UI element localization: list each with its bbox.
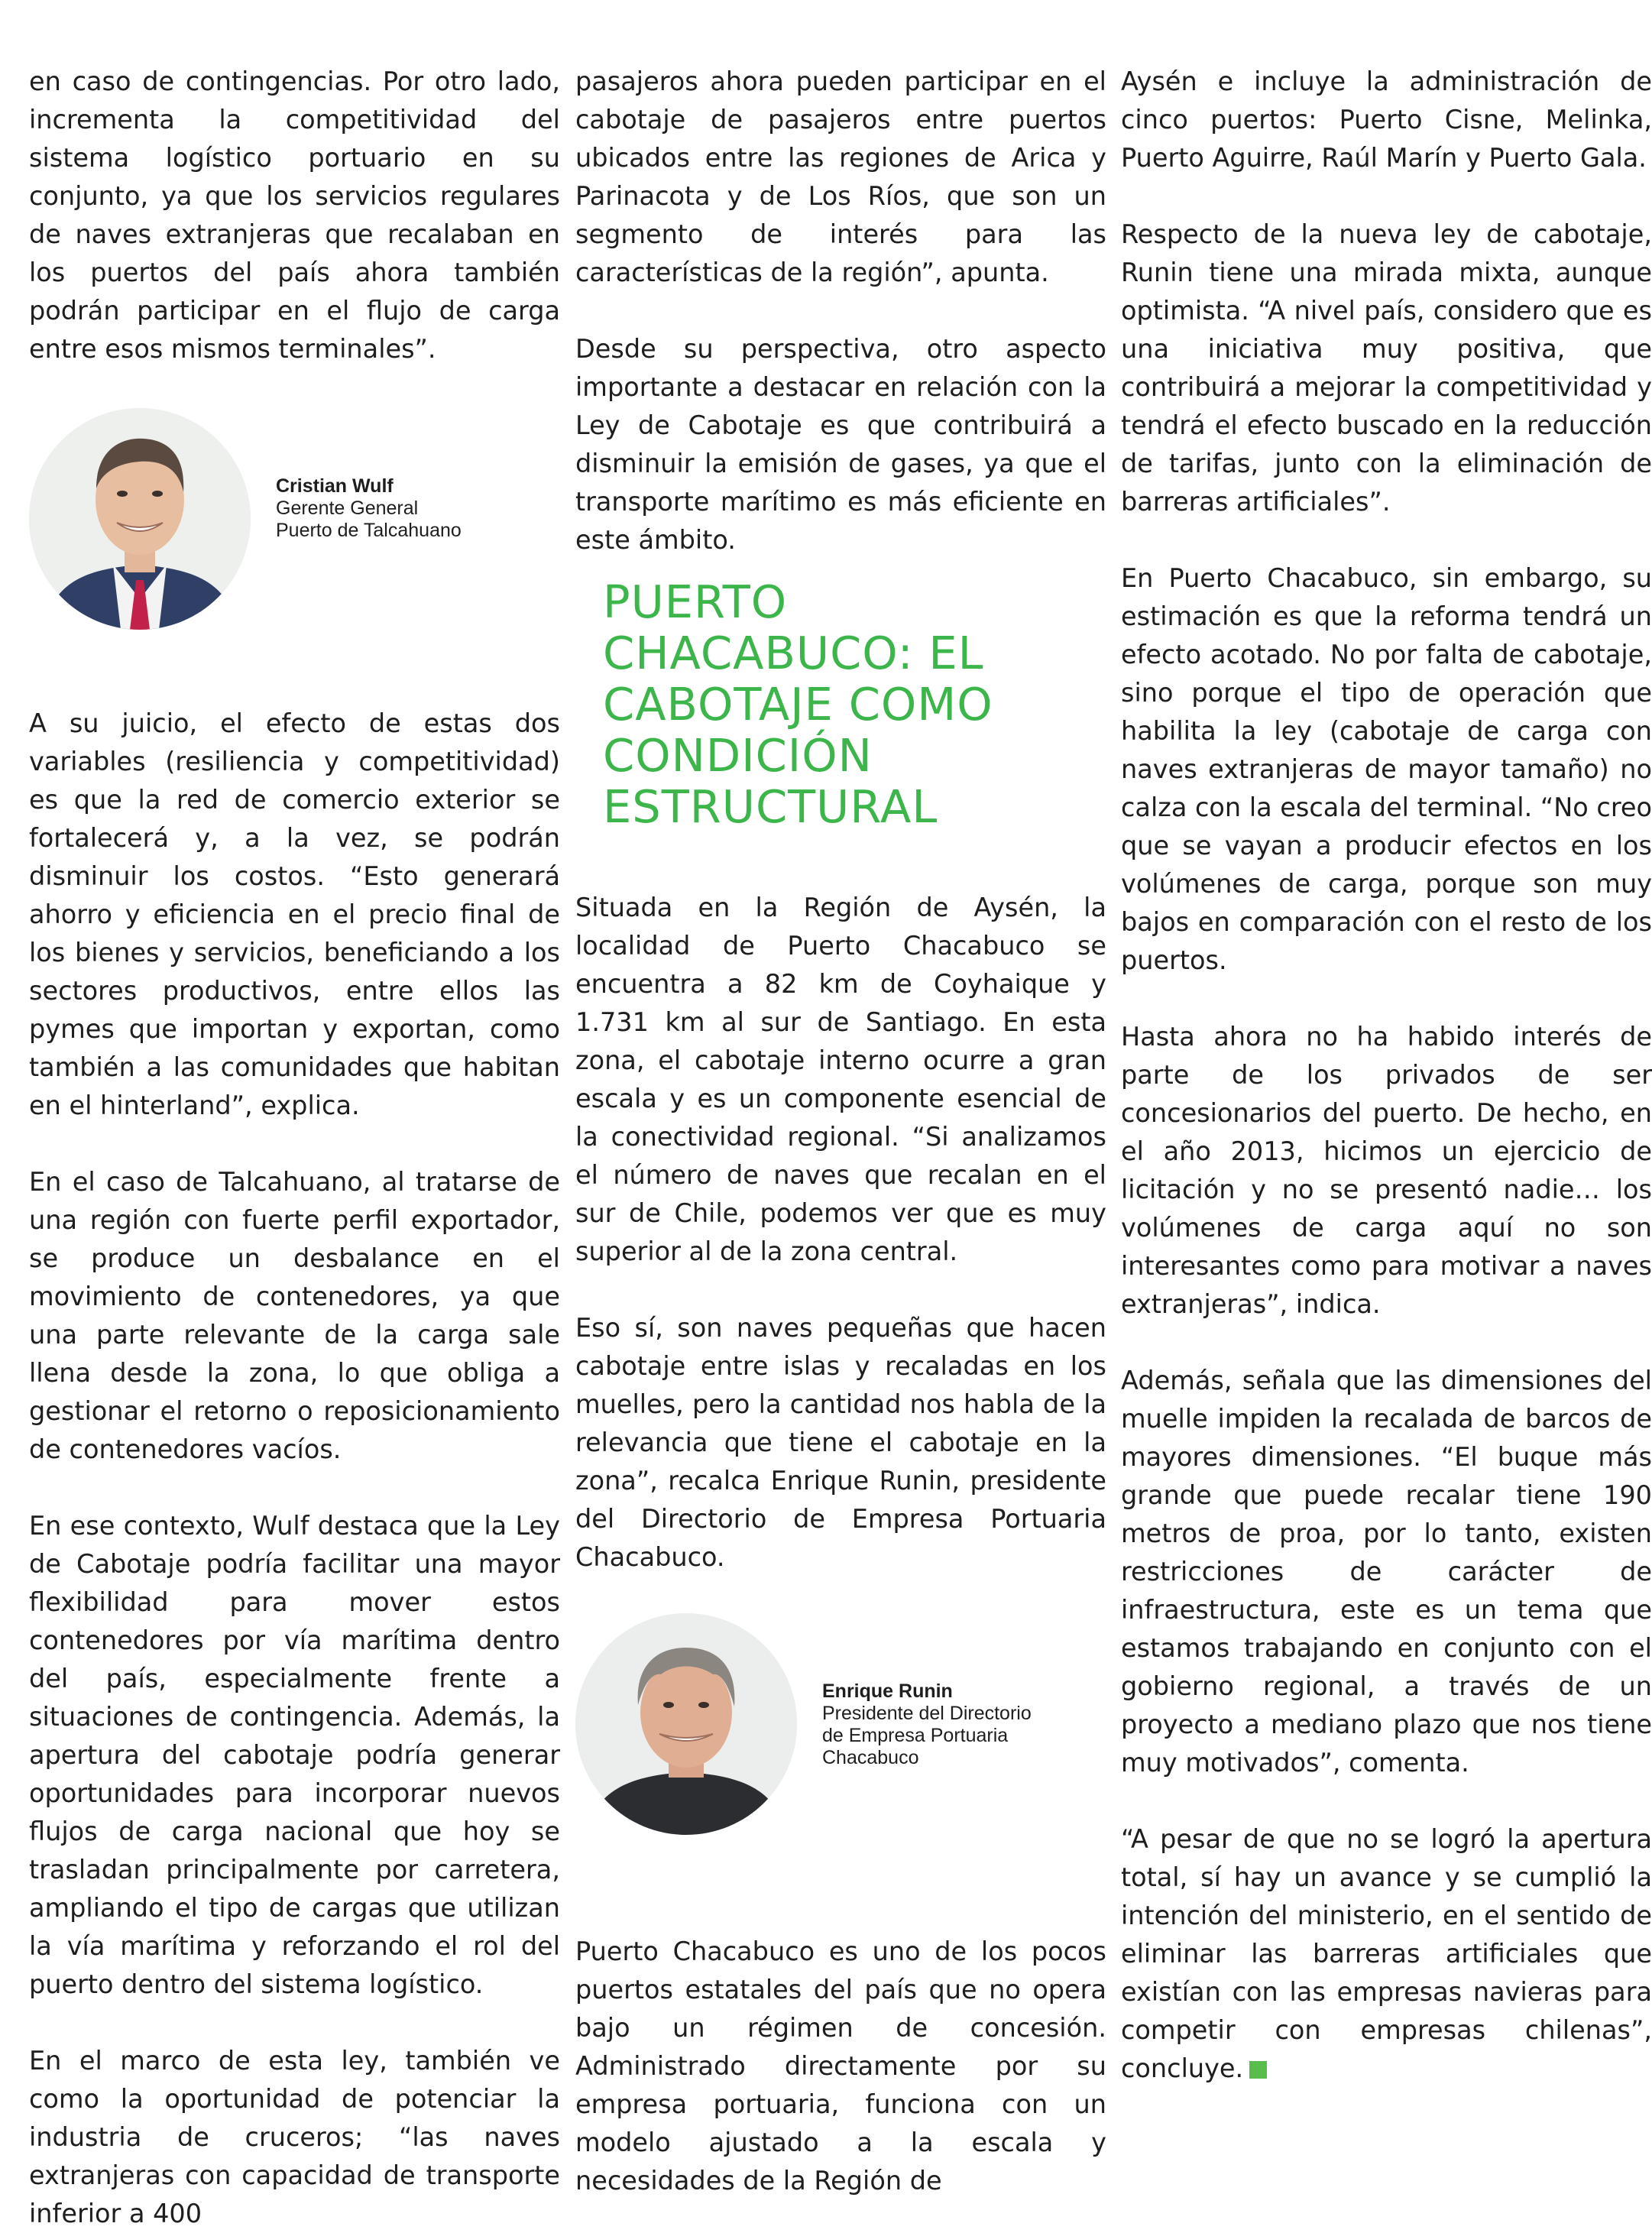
profile-org: Puerto de Talcahuano: [276, 520, 462, 541]
section-heading: PUERTO CHACABUCO: EL CABOTAJE COMO CONDICIÓN ESTRUCTURAL: [603, 575, 993, 833]
paragraph: A su juicio, el efecto de estas dos variables (resiliencia y competitividad) es que la red de comercio exterior se fortalecerá y, a la vez, se podrán disminuir los costos. “Esto generará ahorro y eficiencia en el precio final de los bienes y servicios, beneficiando a los sectores productivos, entre ellos las pymes que importan y exportan, como también a las comunidades que habitan en el hinterland”, explica.: [29, 708, 560, 1120]
portrait-enrique-runin: [575, 1613, 797, 1835]
paragraph: Puerto Chacabuco es uno de los pocos puertos estatales del país que no opera bajo un régimen de concesión. Administrado directamente por su empresa portuaria, funciona con un modelo ajustado a la escala y necesidades de la Región de: [575, 1936, 1106, 2196]
paragraph: En el marco de esta ley, también ve como la oportunidad de potenciar la industria de cruceros; “las naves extranjeras con capacidad de transporte inferior a 400: [29, 2046, 560, 2228]
paragraph: Desde su perspectiva, otro aspecto importante a destacar en relación con la Ley de Cabotaje es que contribuirá a disminuir la emisión de gases, ya que el transporte marítimo es más eficiente en este ámbito.: [575, 334, 1106, 555]
profile-org: de Empresa Portuaria: [822, 1725, 1009, 1746]
paragraph: Aysén e incluye la administración de cinco puertos: Puerto Cisne, Melinka, Puerto Aguirre, Raúl Marín y Puerto Gala.: [1121, 66, 1652, 173]
profile-enrique-runin: [575, 1613, 1106, 1842]
portrait-photo: [29, 408, 251, 630]
final-paragraph-text: “A pesar de que no se logró la apertura total, sí hay un avance y se cumplió la intención del ministerio, en el sentido de eliminar las barreras artificiales que existían con las empresas navieras para competir con empresas chilenas”, concluye.: [1121, 1824, 1652, 2083]
profile-caption: [822, 1680, 1032, 1769]
profile-role: Gerente General: [276, 497, 419, 519]
profile-name: Enrique Runin: [822, 1680, 953, 1702]
article-column-2: [575, 63, 1106, 2200]
profile-name: Cristian Wulf: [276, 475, 394, 497]
portrait-cristian-wulf: [29, 408, 251, 630]
profile-role: Presidente del Directorio: [822, 1703, 1032, 1724]
paragraph: En el caso de Talcahuano, al tratarse de una región con fuerte perfil exportador, se produce un desbalance en el movimiento de contenedores, ya que una parte relevante de la carga sale llena desde la zona, lo que obliga a gestionar el retorno o reposicionamiento de contenedores vacíos.: [29, 1167, 560, 1464]
portrait-photo: [575, 1613, 797, 1835]
paragraph: en caso de contingencias. Por otro lado, incrementa la competitividad del sistema logístico portuario en su conjunto, ya que los servicios regulares de naves extranjeras que recalaban en los puertos del país ahora también podrán participar en el flujo de carga entre esos mismos terminales”.: [29, 66, 560, 364]
paragraph: En ese contexto, Wulf destaca que la Ley de Cabotaje podría facilitar una mayor flexibilidad para mover estos contenedores por vía marítima dentro del país, especialmente frente a situaciones de contingencia. Además, la apertura del cabotaje podría generar oportunidades para incorporar nuevos flujos de carga nacional que hoy se trasladan principalmente por carretera, ampliando el tipo de cargas que utilizan la vía marítima y reforzando el rol del puerto dentro del sistema logístico.: [29, 1511, 560, 1999]
paragraph: Situada en la Región de Aysén, la localidad de Puerto Chacabuco se encuentra a 82 km de Coyhaique y 1.731 km al sur de Santiago. En esta zona, el cabotaje interno ocurre a gran escala y es un componente esencial de la conectividad regional. “Si analizamos el número de naves que recalan en el sur de Chile, podemos ver que es muy superior al de la zona central.: [575, 893, 1106, 1266]
profile-cristian-wulf: [29, 408, 560, 637]
article-column-3: [1121, 63, 1652, 2088]
paragraph: Además, señala que las dimensiones del muelle impiden la recalada de barcos de mayores dimensiones. “El buque más grande que puede recalar tiene 190 metros de proa, por lo tanto, existen restricciones de carácter de infraestructura, este es un tema que estamos trabajando en conjunto con el gobierno regional, a través de un proyecto a mediano plazo que nos tiene muy motivados”, comenta.: [1121, 1366, 1652, 1778]
paragraph: Respecto de la nueva ley de cabotaje, Runin tiene una mirada mixta, aunque optimista. “A nivel país, considero que es una iniciativa muy positiva, que contribuirá a mejorar la competitividad y tendrá el efecto buscado en la reducción de tarifas, junto con la eliminación de barreras artificiales”.: [1121, 219, 1652, 517]
paragraph-final: [1121, 1820, 1652, 2088]
paragraph: Eso sí, son naves pequeñas que hacen cabotaje entre islas y recaladas en los muelles, pero la cantidad nos habla de la relevancia que tiene el cabotaje en la zona”, recalca Enrique Runin, presidente del Directorio de Empresa Portuaria Chacabuco.: [575, 1313, 1106, 1572]
paragraph: En Puerto Chacabuco, sin embargo, su estimación es que la reforma tendrá un efecto acotado. No por falta de cabotaje, sino porque el tipo de operación que habilita la ley (cabotaje de carga con naves extranjeras de mayor tamaño) no calza con la escala del terminal. “No creo que se vayan a producir efectos en los volúmenes de carga, porque son muy bajos en comparación con el resto de los puertos.: [1121, 563, 1652, 975]
profile-caption: [276, 475, 462, 542]
profile-org-2: Chacabuco: [822, 1747, 919, 1768]
article-column-1: [29, 63, 560, 2233]
paragraph: pasajeros ahora pueden participar en el cabotaje de pasajeros entre puertos ubicados entre las regiones de Arica y Parinacota y de Los Ríos, que son un segmento de interés para las características de la región”, apunta.: [575, 66, 1106, 287]
end-of-article-square-icon: [1249, 2061, 1267, 2079]
paragraph: Hasta ahora no ha habido interés de parte de los privados de ser concesionarios del puerto. De hecho, en el año 2013, hicimos un ejercicio de licitación y no se presentó nadie… los volúmenes de carga aquí no son interesantes como para motivar a naves extranjeras”, indica.: [1121, 1022, 1652, 1319]
